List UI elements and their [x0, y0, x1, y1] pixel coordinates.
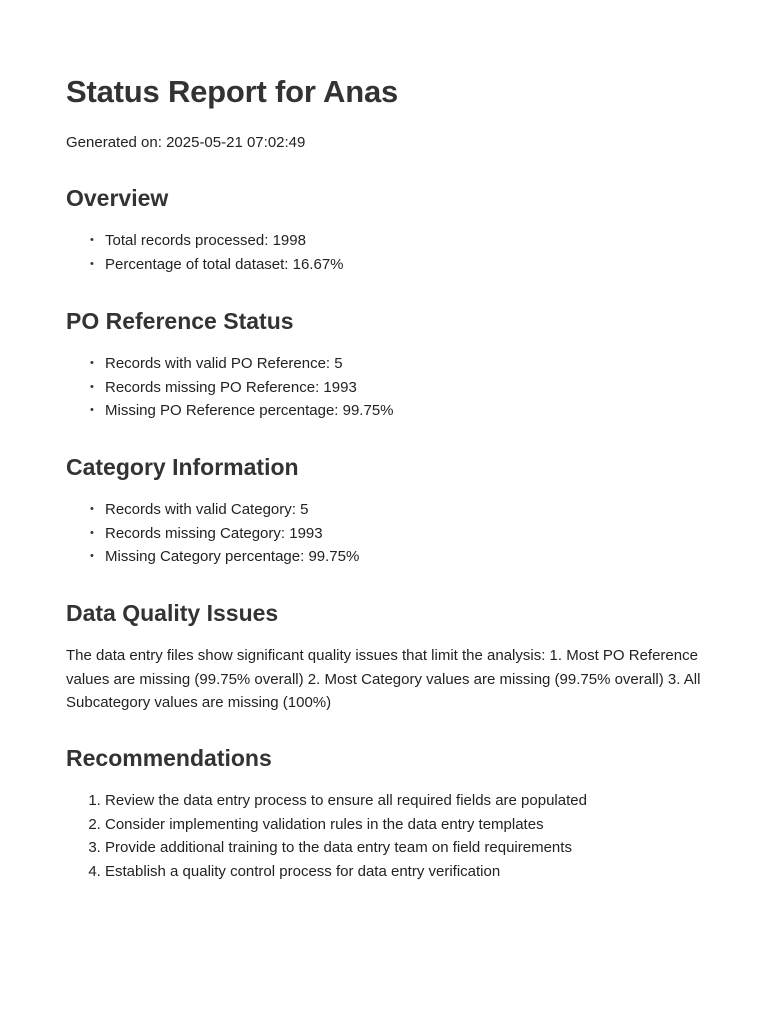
po-reference-list	[66, 352, 702, 423]
list-item: • Records missing Category: 1993	[105, 522, 702, 546]
section-po-reference	[66, 306, 702, 423]
overview-list	[66, 229, 702, 276]
section-heading-data-quality: Data Quality Issues	[66, 600, 279, 626]
section-heading-recommendations: Recommendations	[66, 745, 272, 771]
list-item: • Percentage of total dataset: 16.67%	[105, 253, 702, 277]
list-item: 1. Review the data entry process to ensure all required fields are populated	[105, 789, 702, 813]
data-quality-paragraph: The data entry files show significant quality issues that limit the analysis: 1. Most PO Reference values are missing (99.75% overall) 2. Most Category values are missing (99.75% overall) 3. All Subcategory values are missing (100%)	[66, 647, 701, 711]
list-item: • Missing Category percentage: 99.75%	[105, 545, 702, 569]
recommendations-list	[66, 789, 702, 883]
page-title: Status Report for Anas	[66, 74, 399, 109]
section-category	[66, 452, 702, 569]
list-item: 3. Provide additional training to the data entry team on field requirements	[105, 836, 702, 860]
list-item: • Records with valid PO Reference: 5	[105, 352, 702, 376]
list-item: • Missing PO Reference percentage: 99.75%	[105, 399, 702, 423]
section-heading-po-reference: PO Reference Status	[66, 308, 294, 334]
list-item: • Records missing PO Reference: 1993	[105, 376, 702, 400]
list-item: • Records with valid Category: 5	[105, 498, 702, 522]
section-heading-overview: Overview	[66, 185, 169, 211]
category-list	[66, 498, 702, 569]
section-recommendations	[66, 743, 702, 883]
generated-timestamp: Generated on: 2025-05-21 07:02:49	[66, 134, 306, 151]
list-item: 4. Establish a quality control process for data entry verification	[105, 860, 702, 884]
list-item: 2. Consider implementing validation rules in the data entry templates	[105, 813, 702, 837]
list-item: • Total records processed: 1998	[105, 229, 702, 253]
section-heading-category: Category Information	[66, 454, 299, 480]
section-overview	[66, 183, 702, 276]
section-data-quality	[66, 598, 702, 715]
